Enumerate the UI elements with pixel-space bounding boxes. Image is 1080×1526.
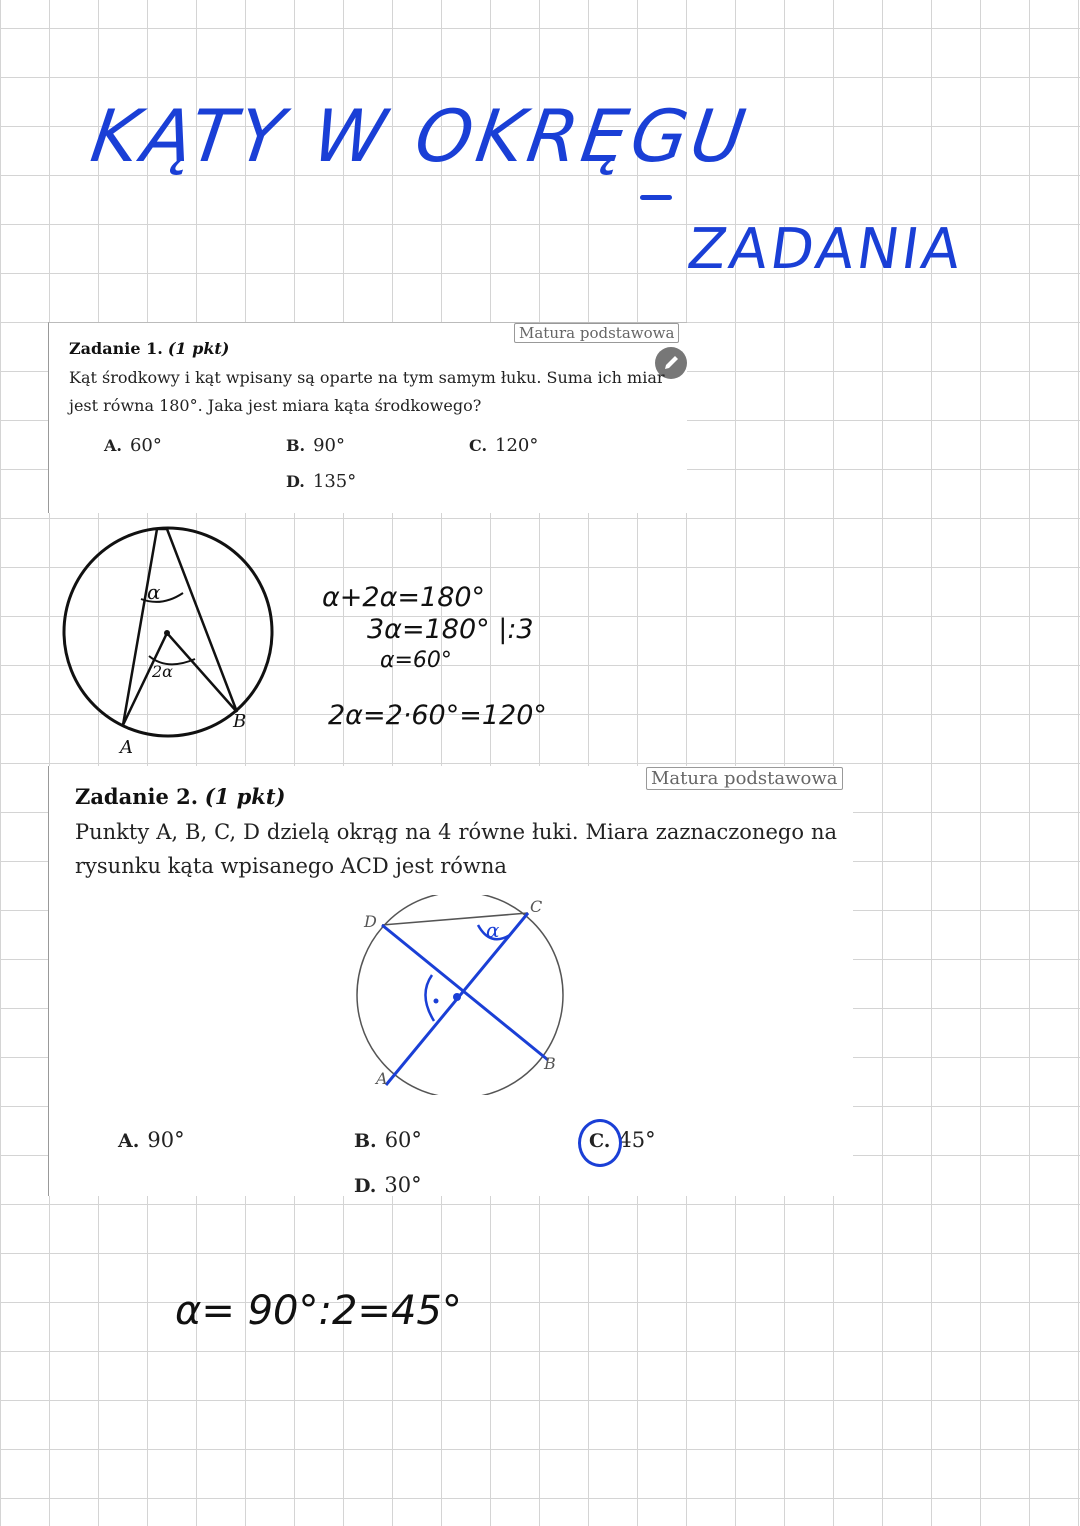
task1-inscribed-angle [123,529,237,725]
task1-point-b: B [233,711,247,732]
task2-point-d: D [364,912,377,931]
task2-chord-dc [382,913,528,925]
task1-figure [55,515,285,760]
task1-work-line4: 2α=2·60°=120° [328,700,547,731]
task1-2alpha-label: 2α [152,662,173,681]
task2-figure [350,895,570,1095]
task2-point-b: B [544,1054,556,1073]
task2-option-d[interactable]: D. 30° [354,1173,422,1197]
task1-option-d[interactable]: D. 135° [286,471,357,492]
task2-intersection [453,993,461,1001]
task2-point-c: C [530,897,543,916]
title-underscore [640,195,672,200]
task2-option-b[interactable]: B. 60° [354,1128,422,1152]
task1-central-angle [123,633,237,725]
task2-label: Zadanie 2. [75,784,199,809]
selected-answer-circle [578,1119,622,1167]
task1-option-c[interactable]: C. 120° [469,435,539,456]
task2-answer: α= 90°:2=45° [175,1288,462,1334]
page-subtitle: ZADANIA [683,217,968,282]
task1-point-a: A [120,737,133,758]
task1-alpha-label: α [147,580,161,604]
task2-points: (1 pkt) [204,784,286,809]
task1-work-line1: α+2α=180° [322,582,486,613]
task1-center [164,630,170,636]
task2-option-a[interactable]: A. 90° [118,1128,185,1152]
task2-option-c[interactable]: C. 45° [589,1128,656,1152]
task1-work-line2: 3α=180° |:3 [367,614,534,645]
task1-label: Zadanie 1. [69,339,163,358]
task2-point-a: A [376,1069,388,1088]
task1-option-a[interactable]: A. 60° [104,435,162,456]
task1-badge: Matura podstawowa [514,323,679,343]
task2-badge: Matura podstawowa [646,767,843,790]
task1-option-b[interactable]: B. 90° [286,435,345,456]
task1-heading [69,339,229,358]
task2-diagonal-db [382,925,548,1060]
task1-points: (1 pkt) [167,339,230,358]
task1-text: Kąt środkowy i kąt wpisany są oparte na tym samym łuku. Suma ich miar jest równa 180°. Jaka jest miara kąta środkowego? [69,368,665,415]
task2-heading [75,784,286,809]
page-title: KĄTY W OKRĘGU [86,94,754,178]
task2-text: Punkty A, B, C, D dzielą okrąg na 4 równe łuki. Miara zaznaczonego na rysunku kąta wpisanego ACD jest równa [75,820,837,878]
task1-work-line3: α=60° [380,648,452,673]
task2-alpha-label: α [486,918,500,942]
